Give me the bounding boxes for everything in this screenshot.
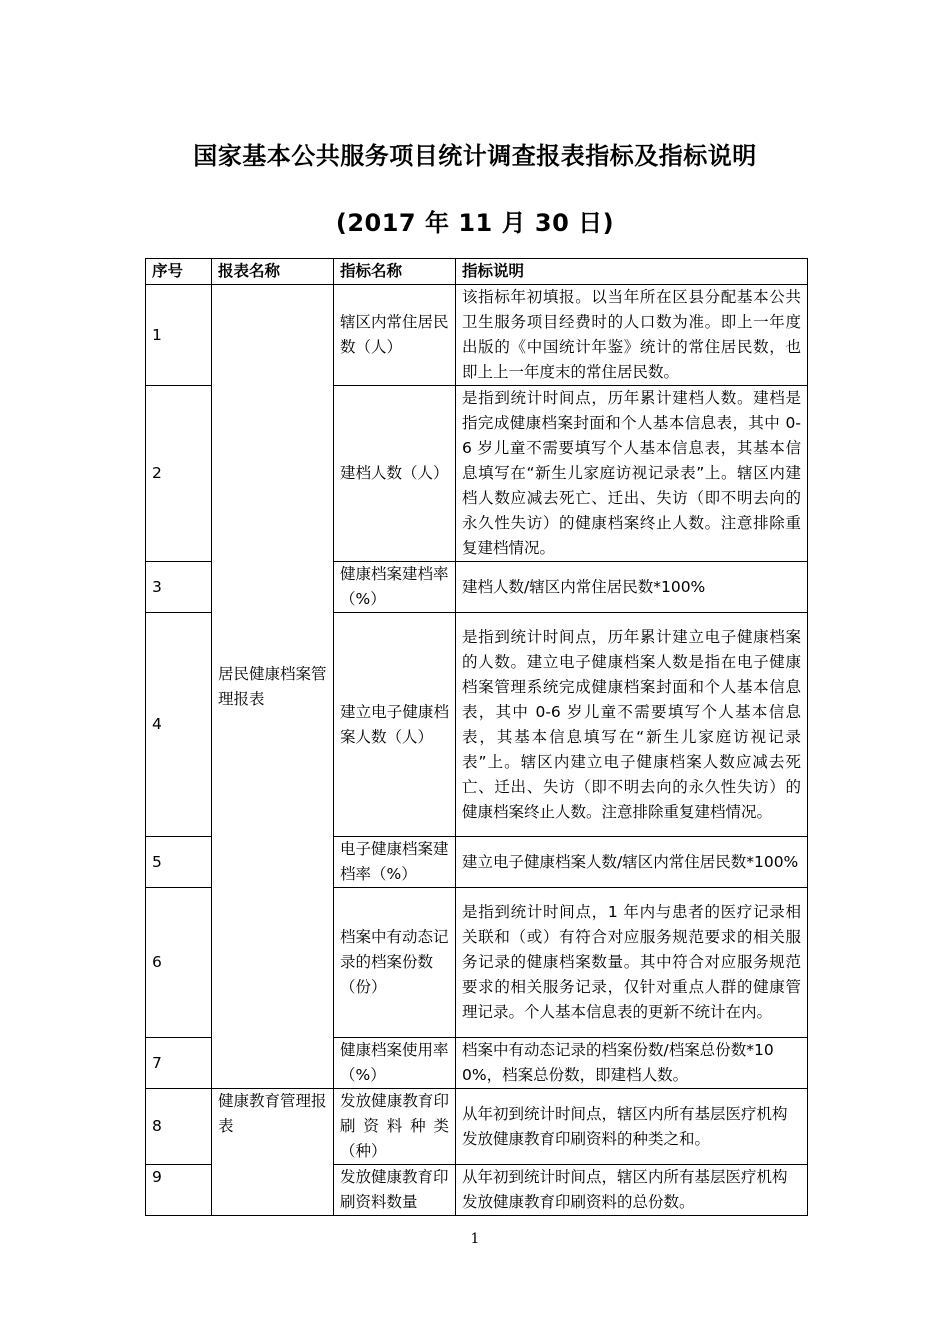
indicator-description: 从年初到统计时间点，辖区内所有基层医疗机构发放健康教育印刷资料的总份数。 [456,1165,808,1216]
indicator-description: 建档人数/辖区内常住居民数*100% [456,562,808,613]
header-indicator: 指标名称 [334,259,456,285]
indicator-name: 档案中有动态记录的档案份数（份） [334,888,456,1038]
indicator-name: 建立电子健康档案人数（人） [334,613,456,837]
row-number: 2 [146,386,212,562]
page-number: 1 [470,1231,480,1247]
row-number: 4 [146,613,212,837]
header-no: 序号 [146,259,212,285]
report-name-cell: 居民健康档案管理报表 [212,285,334,1089]
header-description: 指标说明 [456,259,808,285]
report-name-cell: 健康教育管理报表 [212,1089,334,1216]
indicator-description: 档案中有动态记录的档案份数/档案总份数*100%，档案总份数，即建档人数。 [456,1038,808,1089]
table-row [146,1089,808,1165]
indicator-description: 是指到统计时间点，1 年内与患者的医疗记录相关联和（或）有符合对应服务规范要求的相关服务记录的健康档案数量。其中符合对应服务规范要求的相关服务记录，仅针对重点人群的健康管理记录。个人基本信息表的更新不统计在内。 [456,888,808,1038]
indicator-description: 从年初到统计时间点，辖区内所有基层医疗机构发放健康教育印刷资料的种类之和。 [456,1089,808,1165]
indicator-description: 是指到统计时间点，历年累计建立电子健康档案的人数。建立电子健康档案人数是指在电子健康档案管理系统完成健康档案封面和个人基本信息表，其中 0-6 岁儿童不需要填写个人基本信息表，其基本信息填写在“新生儿家庭访视记录表”上。辖区内建立电子健康档案人数应减去死亡、迁出、失访（即不明去向的永久性失访）的健康档案终止人数。注意排除重复建档情况。 [456,613,808,837]
indicator-description: 该指标年初填报。以当年所在区县分配基本公共卫生服务项目经费时的人口数为准。即上一年度出版的《中国统计年鉴》统计的常住居民数，也即上上一年度末的常住居民数。 [456,285,808,386]
row-number: 9 [146,1165,212,1216]
indicator-name: 建档人数（人） [334,386,456,562]
document-date: (2017 年 11 月 30 日) [335,209,615,237]
table-header-row [146,259,808,285]
row-number: 6 [146,888,212,1038]
row-number: 7 [146,1038,212,1089]
indicator-name: 健康档案建档率（%） [334,562,456,613]
indicator-description: 建立电子健康档案人数/辖区内常住居民数*100% [456,837,808,888]
row-number: 1 [146,285,212,386]
row-number: 8 [146,1089,212,1165]
indicator-name: 辖区内常住居民数（人） [334,285,456,386]
table-row [146,285,808,386]
indicator-name: 发放健康教育印刷资料数量 [334,1165,456,1216]
document-title: 国家基本公共服务项目统计调查报表指标及指标说明 [193,142,757,170]
indicator-table [145,258,808,1216]
indicator-description: 是指到统计时间点，历年累计建档人数。建档是指完成健康档案封面和个人基本信息表，其中 0-6 岁儿童不需要填写个人基本信息表，其基本信息填写在“新生儿家庭访视记录表”上。辖区内建档人数应减去死亡、迁出、失访（即不明去向的永久性失访）的健康档案终止人数。注意排除重复建档情况。 [456,386,808,562]
row-number: 5 [146,837,212,888]
indicator-name: 电子健康档案建档率（%） [334,837,456,888]
indicator-name: 健康档案使用率（%） [334,1038,456,1089]
indicator-name: 发放健康教育印刷资料种类（种） [334,1089,456,1165]
header-report: 报表名称 [212,259,334,285]
row-number: 3 [146,562,212,613]
